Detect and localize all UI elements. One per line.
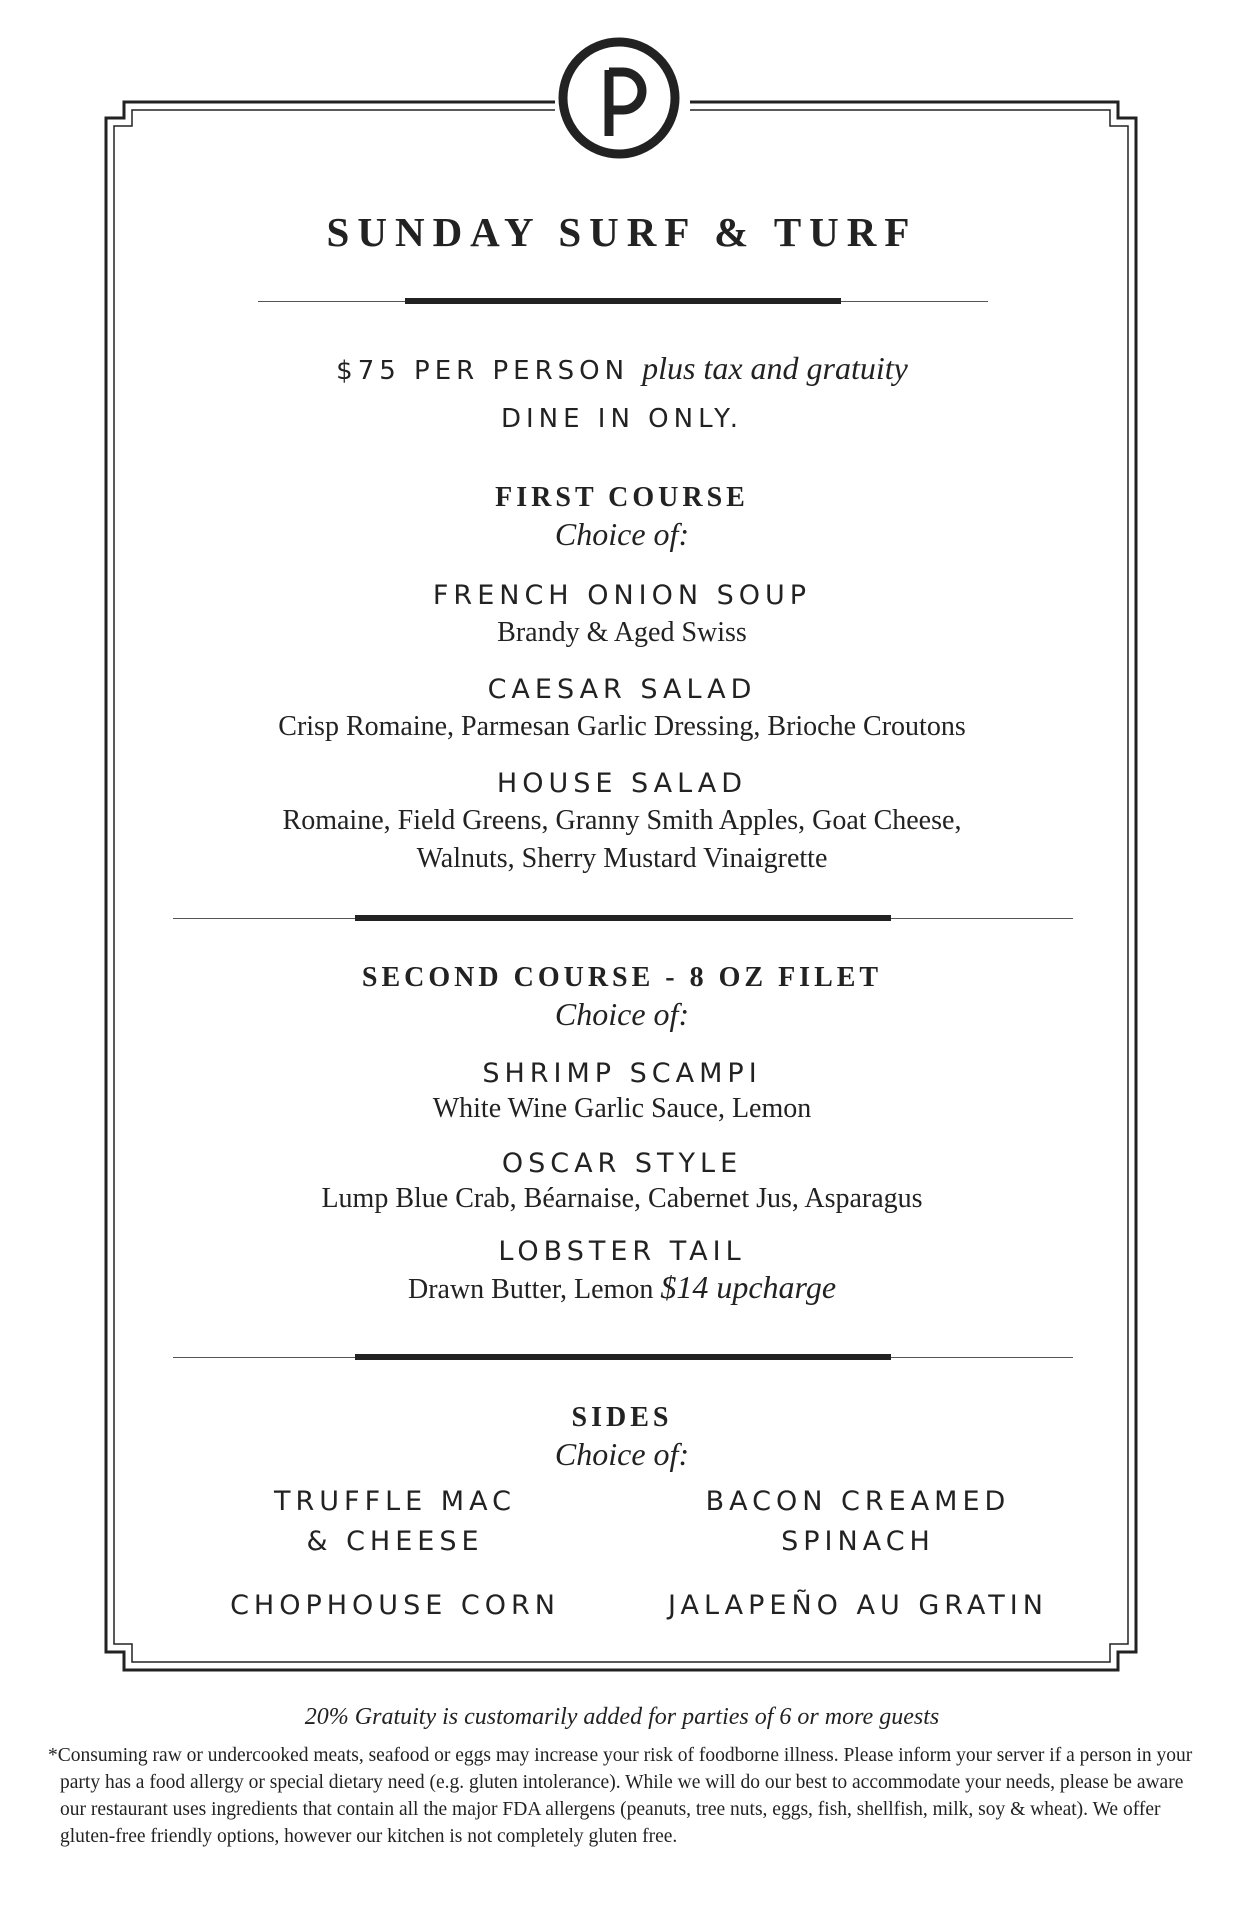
second-course-choice: Choice of: bbox=[554, 996, 690, 1032]
dine-in-note: DINE IN ONLY. bbox=[500, 404, 744, 434]
side-item-line: CHOPHOUSE CORN bbox=[230, 1590, 560, 1621]
menu-item-desc: White Wine Garlic Sauce, Lemon bbox=[432, 1093, 812, 1124]
sides-title: SIDES bbox=[571, 1402, 673, 1433]
side-item-line: SPINACH bbox=[781, 1526, 935, 1557]
side-item-line: BACON CREAMED bbox=[705, 1486, 1011, 1517]
price-line bbox=[0, 350, 1244, 387]
side-item bbox=[638, 1586, 1078, 1626]
title-divider-thick bbox=[405, 298, 841, 304]
course-divider-thick bbox=[355, 915, 891, 921]
second-course-title: SECOND COURSE - 8 OZ FILET bbox=[361, 962, 883, 993]
gratuity-note: 20% Gratuity is customarily added for parties of 6 or more guests bbox=[304, 1704, 940, 1730]
menu-item-desc bbox=[0, 1268, 1244, 1309]
menu-item-name: HOUSE SALAD bbox=[496, 768, 748, 799]
upcharge-note: $14 upcharge bbox=[660, 1269, 837, 1305]
menu-item-desc-text: Drawn Butter, Lemon bbox=[407, 1274, 654, 1305]
sides-choice: Choice of: bbox=[554, 1436, 690, 1472]
price-note: plus tax and gratuity bbox=[642, 350, 908, 386]
menu-item-desc-line2: Walnuts, Sherry Mustard Vinaigrette bbox=[416, 843, 828, 874]
menu-item-desc: Brandy & Aged Swiss bbox=[497, 617, 747, 648]
course-divider-thick bbox=[355, 1354, 891, 1360]
menu-item-name: SHRIMP SCAMPI bbox=[482, 1058, 762, 1089]
menu-item-name: OSCAR STYLE bbox=[501, 1148, 743, 1179]
first-course-choice: Choice of: bbox=[554, 516, 690, 552]
side-item bbox=[195, 1586, 595, 1626]
side-item-line: TRUFFLE MAC bbox=[274, 1486, 516, 1517]
side-item-line: JALAPEÑO AU GRATIN bbox=[668, 1590, 1048, 1621]
allergy-disclaimer: *Consuming raw or undercooked meats, seafood or eggs may increase your risk of foodborne illness. Please inform your server if a person in your party has a food allergy or special dietary need (e.g. gluten intolerance). While we will do our best to accommodate your needs, please be aware our restaurant uses ingredients that contain all the major FDA allergens (peanuts, tree nuts, eggs, fish, shellfish, milk, soy & wheat). We offer gluten-free friendly options, however our kitchen is not completely gluten free. bbox=[48, 1745, 1193, 1847]
price-text: $75 PER PERSON bbox=[336, 356, 630, 386]
side-item bbox=[658, 1482, 1058, 1562]
side-item bbox=[195, 1482, 595, 1562]
side-item-line: & CHEESE bbox=[306, 1526, 484, 1557]
menu-item-desc: Crisp Romaine, Parmesan Garlic Dressing, Brioche Croutons bbox=[278, 711, 966, 742]
menu-item-name: FRENCH ONION SOUP bbox=[432, 580, 812, 611]
menu-item-name: LOBSTER TAIL bbox=[498, 1236, 746, 1267]
menu-item-desc: Lump Blue Crab, Béarnaise, Cabernet Jus, Asparagus bbox=[321, 1183, 923, 1214]
menu-title: SUNDAY SURF & TURF bbox=[326, 209, 918, 255]
logo-icon bbox=[557, 36, 681, 160]
menu-item-name: CAESAR SALAD bbox=[487, 674, 757, 705]
first-course-title: FIRST COURSE bbox=[495, 482, 749, 513]
menu-item-desc: Romaine, Field Greens, Granny Smith Apples, Goat Cheese, bbox=[282, 805, 962, 836]
